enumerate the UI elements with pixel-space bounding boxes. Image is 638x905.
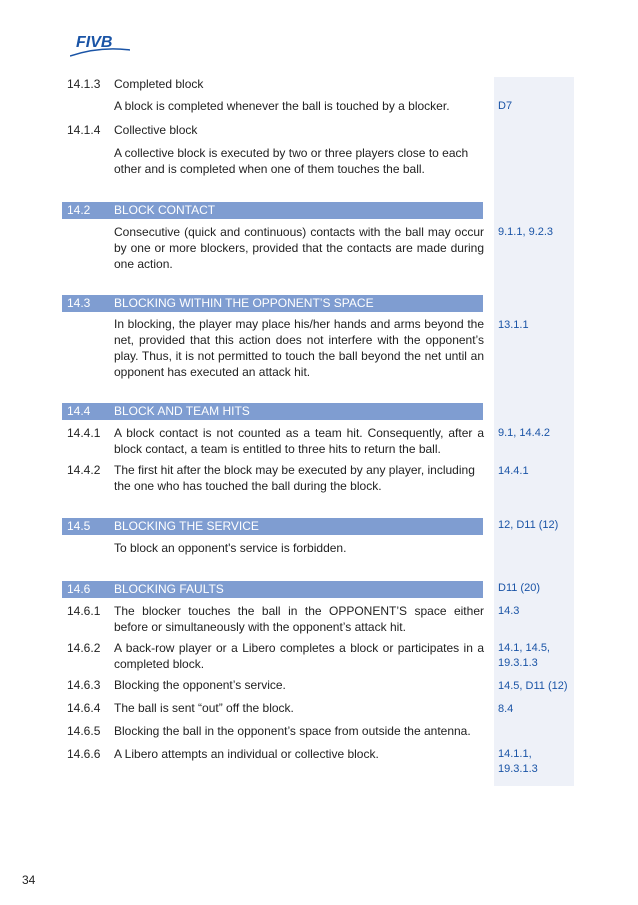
- reference-link[interactable]: D7: [498, 100, 513, 112]
- section-text: In blocking, the player may place his/her hands and arms beyond the net, provided that this action does not interfere with the opponent’s play. Thus, it is not permitted to touch the ball beyond the net until an opponent has executed an attack hit.: [114, 317, 484, 379]
- section-header-number: 14.4: [67, 404, 91, 418]
- section-text: A back-row player or a Libero completes a block or participates in a completed block.: [114, 641, 484, 671]
- section-title: Collective block: [114, 123, 198, 137]
- section-text: Blocking the ball in the opponent’s space from outside the antenna.: [114, 724, 471, 738]
- section-number: 14.4.1: [67, 426, 101, 440]
- reference-link[interactable]: 9.1.1, 9.2.3: [498, 226, 554, 238]
- reference-link[interactable]: 14.4.1: [498, 465, 529, 477]
- section-header-number: 14.3: [67, 296, 91, 310]
- section-number: 14.6.1: [67, 604, 101, 618]
- section-number: 14.1.4: [67, 123, 101, 137]
- section-header-bar: [62, 518, 483, 535]
- logo-text: FIVB: [76, 34, 113, 51]
- section-header-bar: [62, 581, 483, 598]
- section-header-number: 14.2: [67, 203, 91, 217]
- reference-link[interactable]: 8.4: [498, 703, 514, 715]
- section-header-title: BLOCKING THE SERVICE: [114, 519, 259, 533]
- section-text: A collective block is executed by two or three players close to each other and is completed when one of them touches the ball.: [114, 146, 469, 176]
- section-number: 14.1.3: [67, 77, 101, 91]
- section-number: 14.6.5: [67, 724, 101, 738]
- section-text: Blocking the opponent’s service.: [114, 678, 286, 692]
- section-header-number: 14.6: [67, 582, 91, 596]
- section-text: A block is completed whenever the ball is touched by a blocker.: [114, 99, 450, 113]
- section-header-bar: [62, 202, 483, 219]
- section-number: 14.6.6: [67, 747, 101, 761]
- section-text: Consecutive (quick and continuous) contacts with the ball may occur by one or more blockers, provided that the contacts are made during one action.: [114, 225, 484, 271]
- reference-link[interactable]: 14.3: [498, 605, 520, 617]
- reference-link[interactable]: 14.1, 14.5, 19.3.1.3: [498, 642, 550, 669]
- section-header-title: BLOCKING WITHIN THE OPPONENT’S SPACE: [114, 296, 374, 310]
- section-header-title: BLOCKING FAULTS: [114, 582, 224, 596]
- section-text: The blocker touches the ball in the OPPONENT’S space either before or simultaneously with the opponent’s attack hit.: [114, 604, 484, 634]
- reference-link[interactable]: 14.5, D11 (12): [498, 680, 568, 692]
- section-header-bar: [62, 295, 483, 312]
- section-title: Completed block: [114, 77, 204, 91]
- section-header-bar: [62, 403, 483, 420]
- section-header-title: BLOCK CONTACT: [114, 203, 216, 217]
- reference-link[interactable]: 12, D11 (12): [498, 519, 559, 531]
- section-header-title: BLOCK AND TEAM HITS: [114, 404, 250, 418]
- section-text: A block contact is not counted as a team hit. Consequently, after a block contact, a team is entitled to three hits to return the ball.: [114, 426, 484, 456]
- fivb-logo: [70, 30, 130, 58]
- section-number: 14.6.4: [67, 701, 101, 715]
- section-text: The first hit after the block may be executed by any player, including the one who has touched the ball during the block.: [114, 463, 475, 493]
- page-number: 34: [22, 873, 36, 887]
- section-text: A Libero attempts an individual or collective block.: [114, 747, 379, 761]
- section-text: To block an opponent's service is forbidden.: [114, 541, 347, 555]
- section-number: 14.6.2: [67, 641, 101, 655]
- reference-link[interactable]: 13.1.1: [498, 319, 529, 331]
- reference-link[interactable]: D11 (20): [498, 582, 540, 594]
- reference-link[interactable]: 9.1, 14.4.2: [498, 427, 550, 439]
- section-number: 14.4.2: [67, 463, 101, 477]
- section-number: 14.6.3: [67, 678, 101, 692]
- reference-link[interactable]: 14.1.1, 19.3.1.3: [498, 748, 538, 775]
- section-text: The ball is sent “out” off the block.: [114, 701, 294, 715]
- section-header-number: 14.5: [67, 519, 91, 533]
